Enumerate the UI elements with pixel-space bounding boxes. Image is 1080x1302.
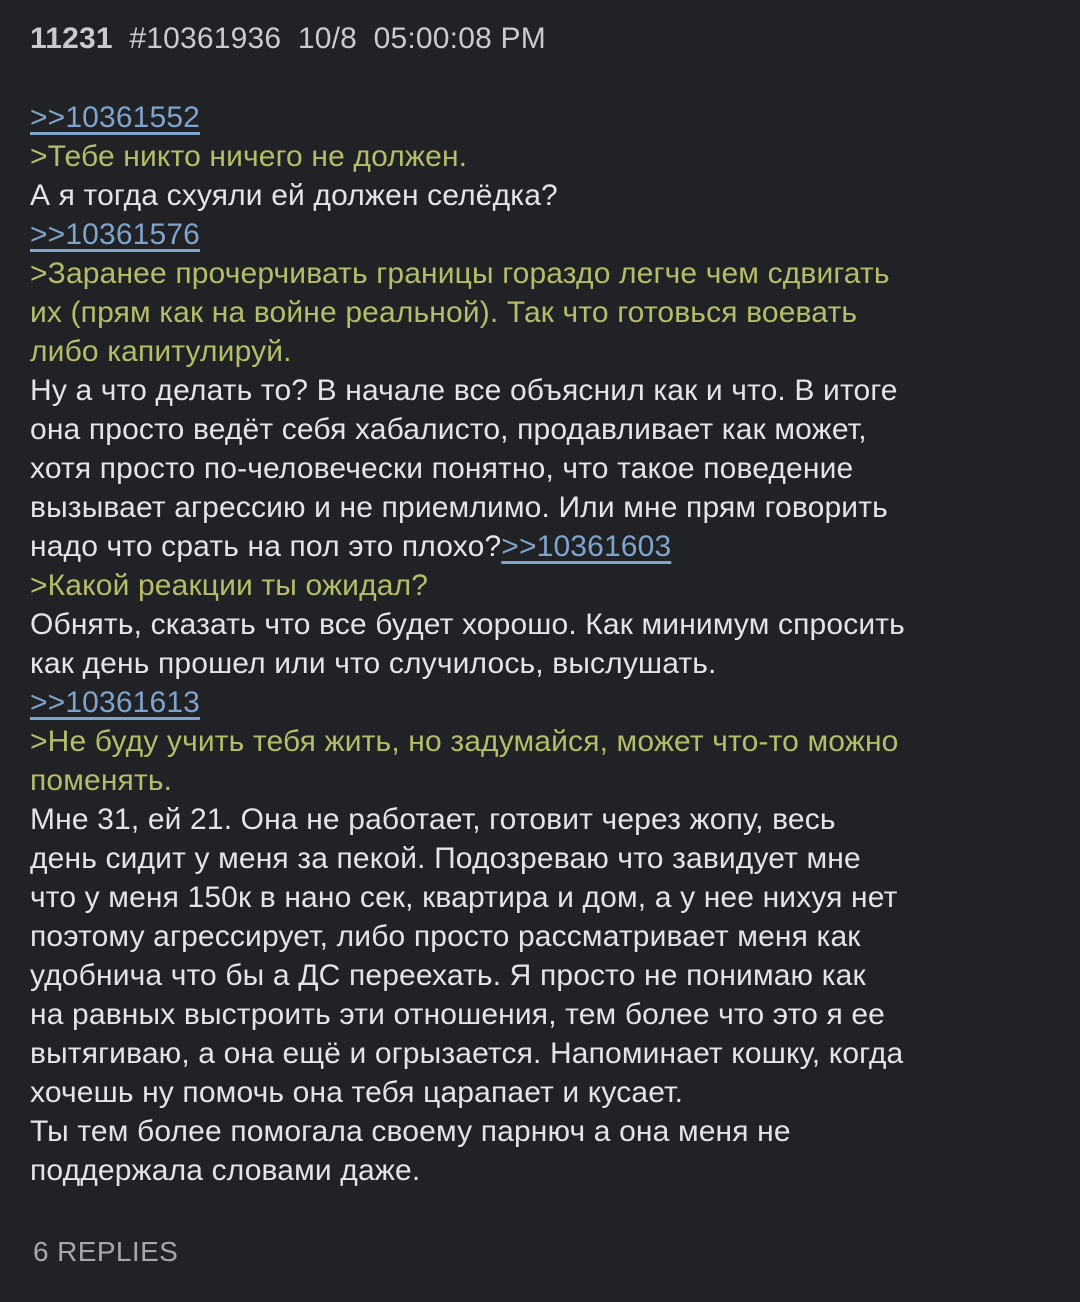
post-text-line: поэтому агрессирует, либо просто рассматривает меня как [30,920,861,953]
post-text-line: хочешь ну помочь она тебя царапает и кусает. [30,1076,684,1109]
post-text-line: день сидит у меня за пекой. Подозреваю что завидует мне [30,842,861,875]
post-text-line: А я тогда схуяли ей должен селёдка? [30,179,558,212]
post-text-line: Обнять, сказать что все будет хорошо. Как минимум спросить [30,608,905,641]
post-text-line [30,527,1050,566]
greentext-quote: >Не буду учить тебя жить, но задумайся, может что-то можно [30,725,899,758]
reply-link[interactable]: >>10361552 [30,101,201,134]
greentext-quote: их (прям как на войне реальной). Так что готовься воевать [30,296,858,329]
post-date: 10/8 [297,22,358,55]
reply-link[interactable]: >>10361603 [501,530,672,563]
post-header [30,20,1050,58]
greentext-quote: >Заранее прочерчивать границы гораздо легче чем сдвигать [30,257,890,290]
reply-link-line [30,683,1050,722]
post-text-line: Ты тем более помогала своему парнюч а она меня не [30,1115,791,1148]
greentext-quote: >Какой реакции ты ожидал? [30,569,429,602]
post-text-line: что у меня 150к в нано сек, квартира и дом, а у нее нихуя нет [30,881,898,914]
reply-link-line [30,98,1050,137]
post-text: надо что срать на пол это плохо? [30,530,502,563]
post-text-line: на равных выстроить эти отношения, тем более что это я ее [30,998,886,1031]
reply-link-line [30,215,1050,254]
post-time: 05:00:08 PM [373,22,546,55]
reply-link[interactable]: >>10361613 [30,686,201,719]
post-text-line: Ну а что делать то? В начале все объяснил как и что. В итоге [30,374,898,407]
post-text-line: вытягиваю, а она ещё и огрызается. Напоминает кошку, когда [30,1037,904,1070]
reply-link[interactable]: >>10361576 [30,218,201,251]
post-text-line: удобнича что бы а ДС переехать. Я просто не понимаю как [30,959,866,992]
greentext-quote: >Тебе никто ничего не должен. [30,140,468,173]
post-id[interactable]: #10361936 [129,22,282,55]
replies-button[interactable]: 6 REPLIES [33,1236,179,1267]
post-text-line: вызывает агрессию и не приемлимо. Или мне прям говорить [30,491,888,524]
greentext-quote: поменять. [30,764,173,797]
post-text-line: хотя просто по-человечески понятно, что такое поведение [30,452,854,485]
post-text-line: она просто ведёт себя хабалисто, продавливает как может, [30,413,867,446]
post-text-line: поддержала словами даже. [30,1154,421,1187]
post-text-line: как день прошел или что случилось, выслушать. [30,647,717,680]
greentext-quote: либо капитулируй. [30,335,292,368]
post-body [30,98,1050,1190]
post-text-line: Мне 31, ей 21. Она не работает, готовит через жопу, весь [30,803,836,836]
post-number: 11231 [30,22,113,55]
